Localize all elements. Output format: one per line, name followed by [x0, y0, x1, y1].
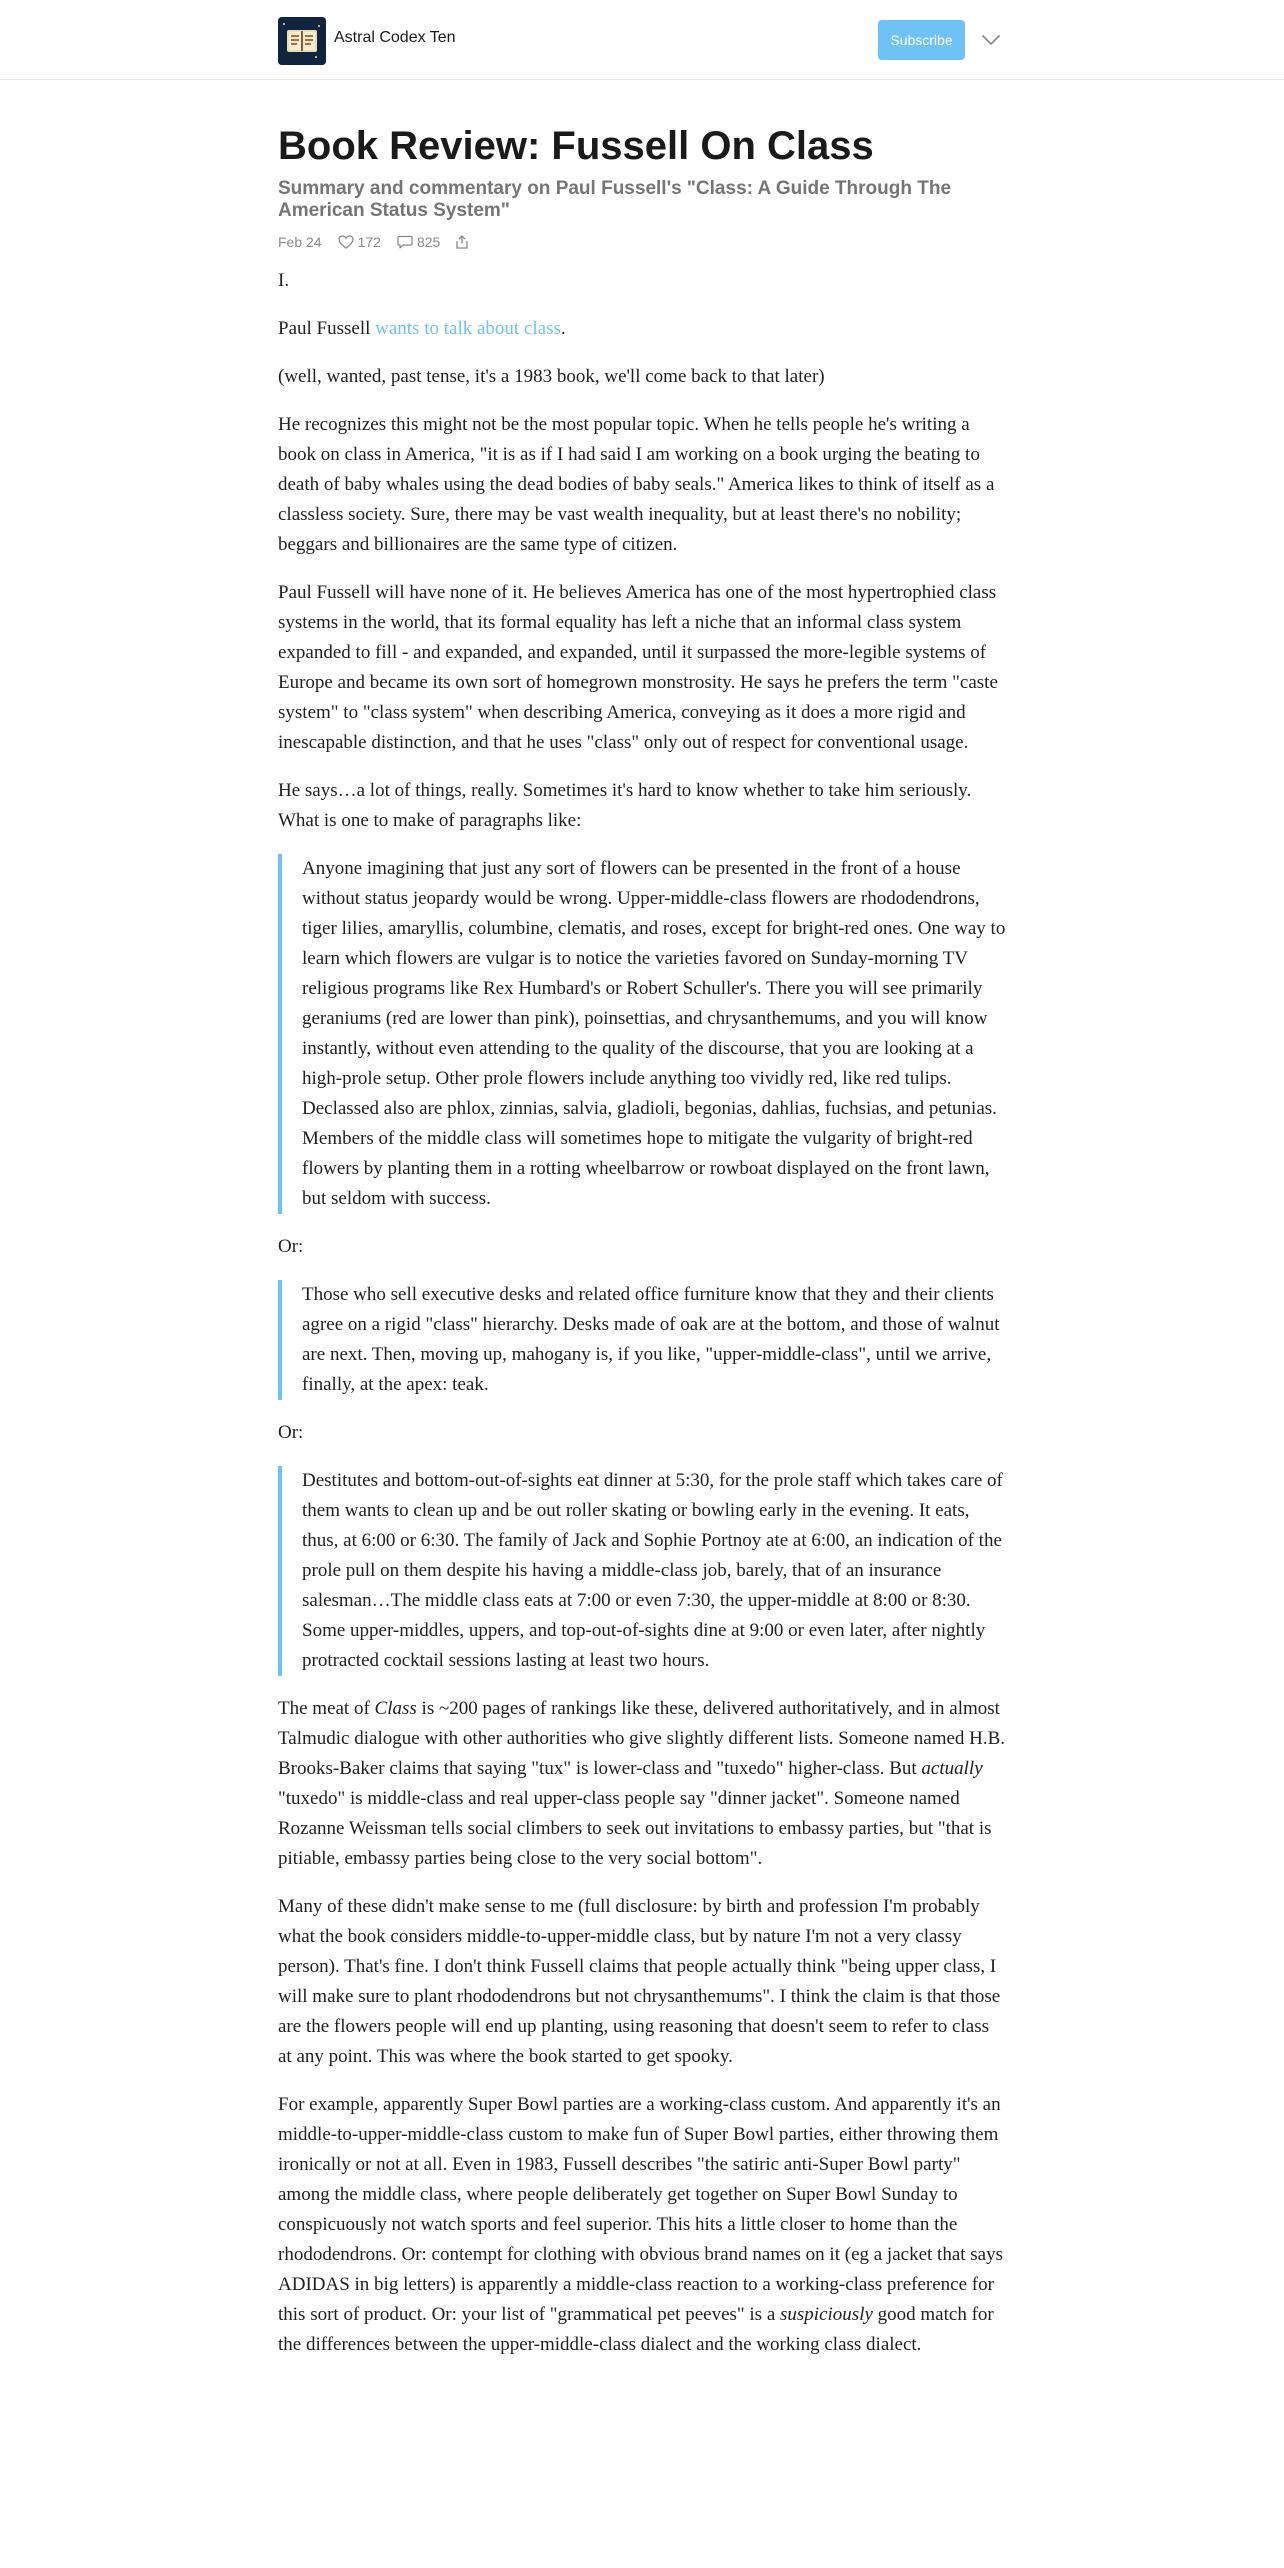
subscribe-button[interactable]: Subscribe: [878, 20, 965, 60]
emphasis-text: Class: [374, 1698, 417, 1719]
paragraph-text: "tuxedo" is middle-class and real upper-class people say "dinner jacket". Someone named Rozanne Weissman tells social climbers to seek out invitations to embassy parties, but "that is pitiable, embassy parties being close to the very social bottom".: [278, 1788, 992, 1869]
paragraph-text: is ~200 pages of rankings like these, delivered authoritatively, and in almost Talmudic dialogue with other authorities who give slightly different lists. Someone named H.B. Brooks-Baker claims that saying "tux" is lower-class and "tuxedo" higher-class. But: [278, 1698, 1006, 1779]
blockquote-flowers: [278, 854, 1006, 1214]
quote-text: Anyone imagining that just any sort of flowers can be presented in the front of a house without status jeopardy would be wrong. Upper-middle-class flowers are rhododendrons, tiger lilies, amaryllis, columbine, clematis, and roses, except for bright-red ones. One way to learn which flowers are vulgar is to notice the varieties favored on Sunday-morning TV religious programs like Rex Humbard's or Robert Schuller's. There you will see primarily geraniums (red are lower than pink), poinsettias, and chrysanthemums, and you will know instantly, without even attending to the quality of the discourse, that you are looking at a high-prole setup. Other prole flowers include anything too vividly red, like red tulips. Declassed also are phlox, zinnias, salvia, gladioli, begonias, dahlias, fuchsias, and petunias. Members of the middle class will sometimes hope to mitigate the vulgarity of bright-red flowers by planting them in a rotting wheelbarrow or rowboat displayed on the front lawn, but seldom with success.: [302, 858, 1006, 1209]
site-logo[interactable]: [278, 17, 326, 65]
emphasis-text: suspiciously: [780, 2304, 873, 2325]
like-button[interactable]: [338, 234, 381, 250]
emphasis-text: actually: [921, 1758, 983, 1779]
paragraph-text: good match for the differences between the upper-middle-class dialect and the working class dialect.: [278, 2304, 994, 2355]
heart-icon: [338, 235, 354, 249]
paragraph-text: The meat of: [278, 1698, 375, 1719]
paragraph: [278, 1694, 1006, 1874]
section-heading: I.: [278, 270, 290, 291]
paragraph-text: Paul Fussell: [278, 318, 376, 339]
paragraph-text: .: [560, 318, 566, 339]
top-navigation-bar: [0, 0, 1284, 80]
post-title: Book Review: Fussell On Class: [278, 124, 874, 168]
post-date: Feb 24: [278, 234, 322, 250]
blockquote-desks: [278, 1280, 1006, 1400]
paragraph: [278, 314, 1006, 344]
paragraph: Many of these didn't make sense to me (full disclosure: by birth and profession I'm probably what the book considers middle-to-upper-middle class, but by nature I'm not a very classy person). That's fine. I don't think Fussell claims that people actually think "being upper class, I will make sure to plant rhododendrons but not chrysanthemums". I think the claim is that those are the flowers people will end up planting, using reasoning that doesn't seem to refer to class at any point. This was where the book started to get spooky.: [278, 1896, 1001, 2067]
site-name[interactable]: Astral Codex Ten: [334, 29, 456, 46]
paragraph: He recognizes this might not be the most popular topic. When he tells people he's writing a book on class in America, "it is as if I had said I am working on a book urging the beating to death of baby whales using the dead bodies of baby seals." America likes to think of itself as a classless society. Sure, there may be vast wealth inequality, but at least there's no nobility; beggars and billionaires are the same type of citizen.: [278, 414, 995, 555]
blockquote-dinner: [278, 1466, 1006, 1676]
comments-button[interactable]: [397, 234, 440, 250]
post-body: [278, 266, 1006, 2360]
like-count: 172: [357, 234, 381, 250]
paragraph: Paul Fussell will have none of it. He believes America has one of the most hypertrophied class systems in the world, that its formal equality has left a niche that an informal class system expanded to fill - and expanded, and expanded, until it surpassed the more-legible systems of Europe and became its own sort of homegrown monstrosity. He says he prefers the term "caste system" to "class system" when describing America, conveying as it does a more rigid and inescapable distinction, and that he uses "class" only out of respect for conventional usage.: [278, 582, 998, 753]
paragraph: [278, 2090, 1006, 2360]
paragraph: (well, wanted, past tense, it's a 1983 book, we'll come back to that later): [278, 366, 825, 387]
post-subtitle: Summary and commentary on Paul Fussell's "Class: A Guide Through The American Status System": [278, 178, 952, 221]
paragraph: Or:: [278, 1422, 304, 1443]
share-icon: [456, 235, 468, 249]
quote-text: Destitutes and bottom-out-of-sights eat dinner at 5:30, for the prole staff which takes care of them wants to clean up and be out roller skating or bowling early in the evening. It eats, thus, at 6:00 or 6:30. The family of Jack and Sophie Portnoy ate at 6:00, an indication of the prole pull on them despite his having a middle-class job, barely, that of an insurance salesman…The middle class eats at 7:00 or even 7:30, the upper-middle at 8:00 or 8:30. Some upper-middles, uppers, and top-out-of-sights dine at 9:00 or even later, after nightly protracted cocktail sessions lasting at least two hours.: [302, 1470, 1003, 1671]
wants-to-talk-about-class-link[interactable]: wants to talk about class: [375, 318, 561, 339]
site-logo-icon: [278, 17, 326, 65]
post-meta: [278, 232, 1006, 252]
share-button[interactable]: [456, 235, 472, 249]
quote-text: Those who sell executive desks and related office furniture know that they and their clients agree on a rigid "class" hierarchy. Desks made of oak are at the bottom, and those of walnut are next. Then, moving up, mahogany is, if you like, "upper-middle-class", until we arrive, finally, at the apex: teak.: [302, 1284, 1000, 1395]
comment-count: 825: [416, 234, 441, 250]
chevron-down-icon[interactable]: [980, 32, 1002, 48]
paragraph-text: For example, apparently Super Bowl parties are a working-class custom. And apparently it's an middle-to-upper-middle-class custom to make fun of Super Bowl parties, either throwing them ironically or not at all. Even in 1983, Fussell describes "the satiric anti-Super Bowl party" among the middle class, where people deliberately get together on Super Bowl Sunday to conspicuously not watch sports and feel superior. This hits a little closer to home than the rhododendrons. Or: contempt for clothing with obvious brand names on it (eg a jacket that says ADIDAS in big letters) is apparently a middle-class reaction to a working-class preference for this sort of product. Or: your list of "grammatical pet peeves" is a: [278, 2094, 1004, 2325]
paragraph: He says…a lot of things, really. Sometimes it's hard to know whether to take him seriously. What is one to make of paragraphs like:: [278, 780, 972, 831]
comment-icon: [397, 235, 413, 249]
paragraph: Or:: [278, 1236, 304, 1257]
article: [278, 122, 1006, 2378]
